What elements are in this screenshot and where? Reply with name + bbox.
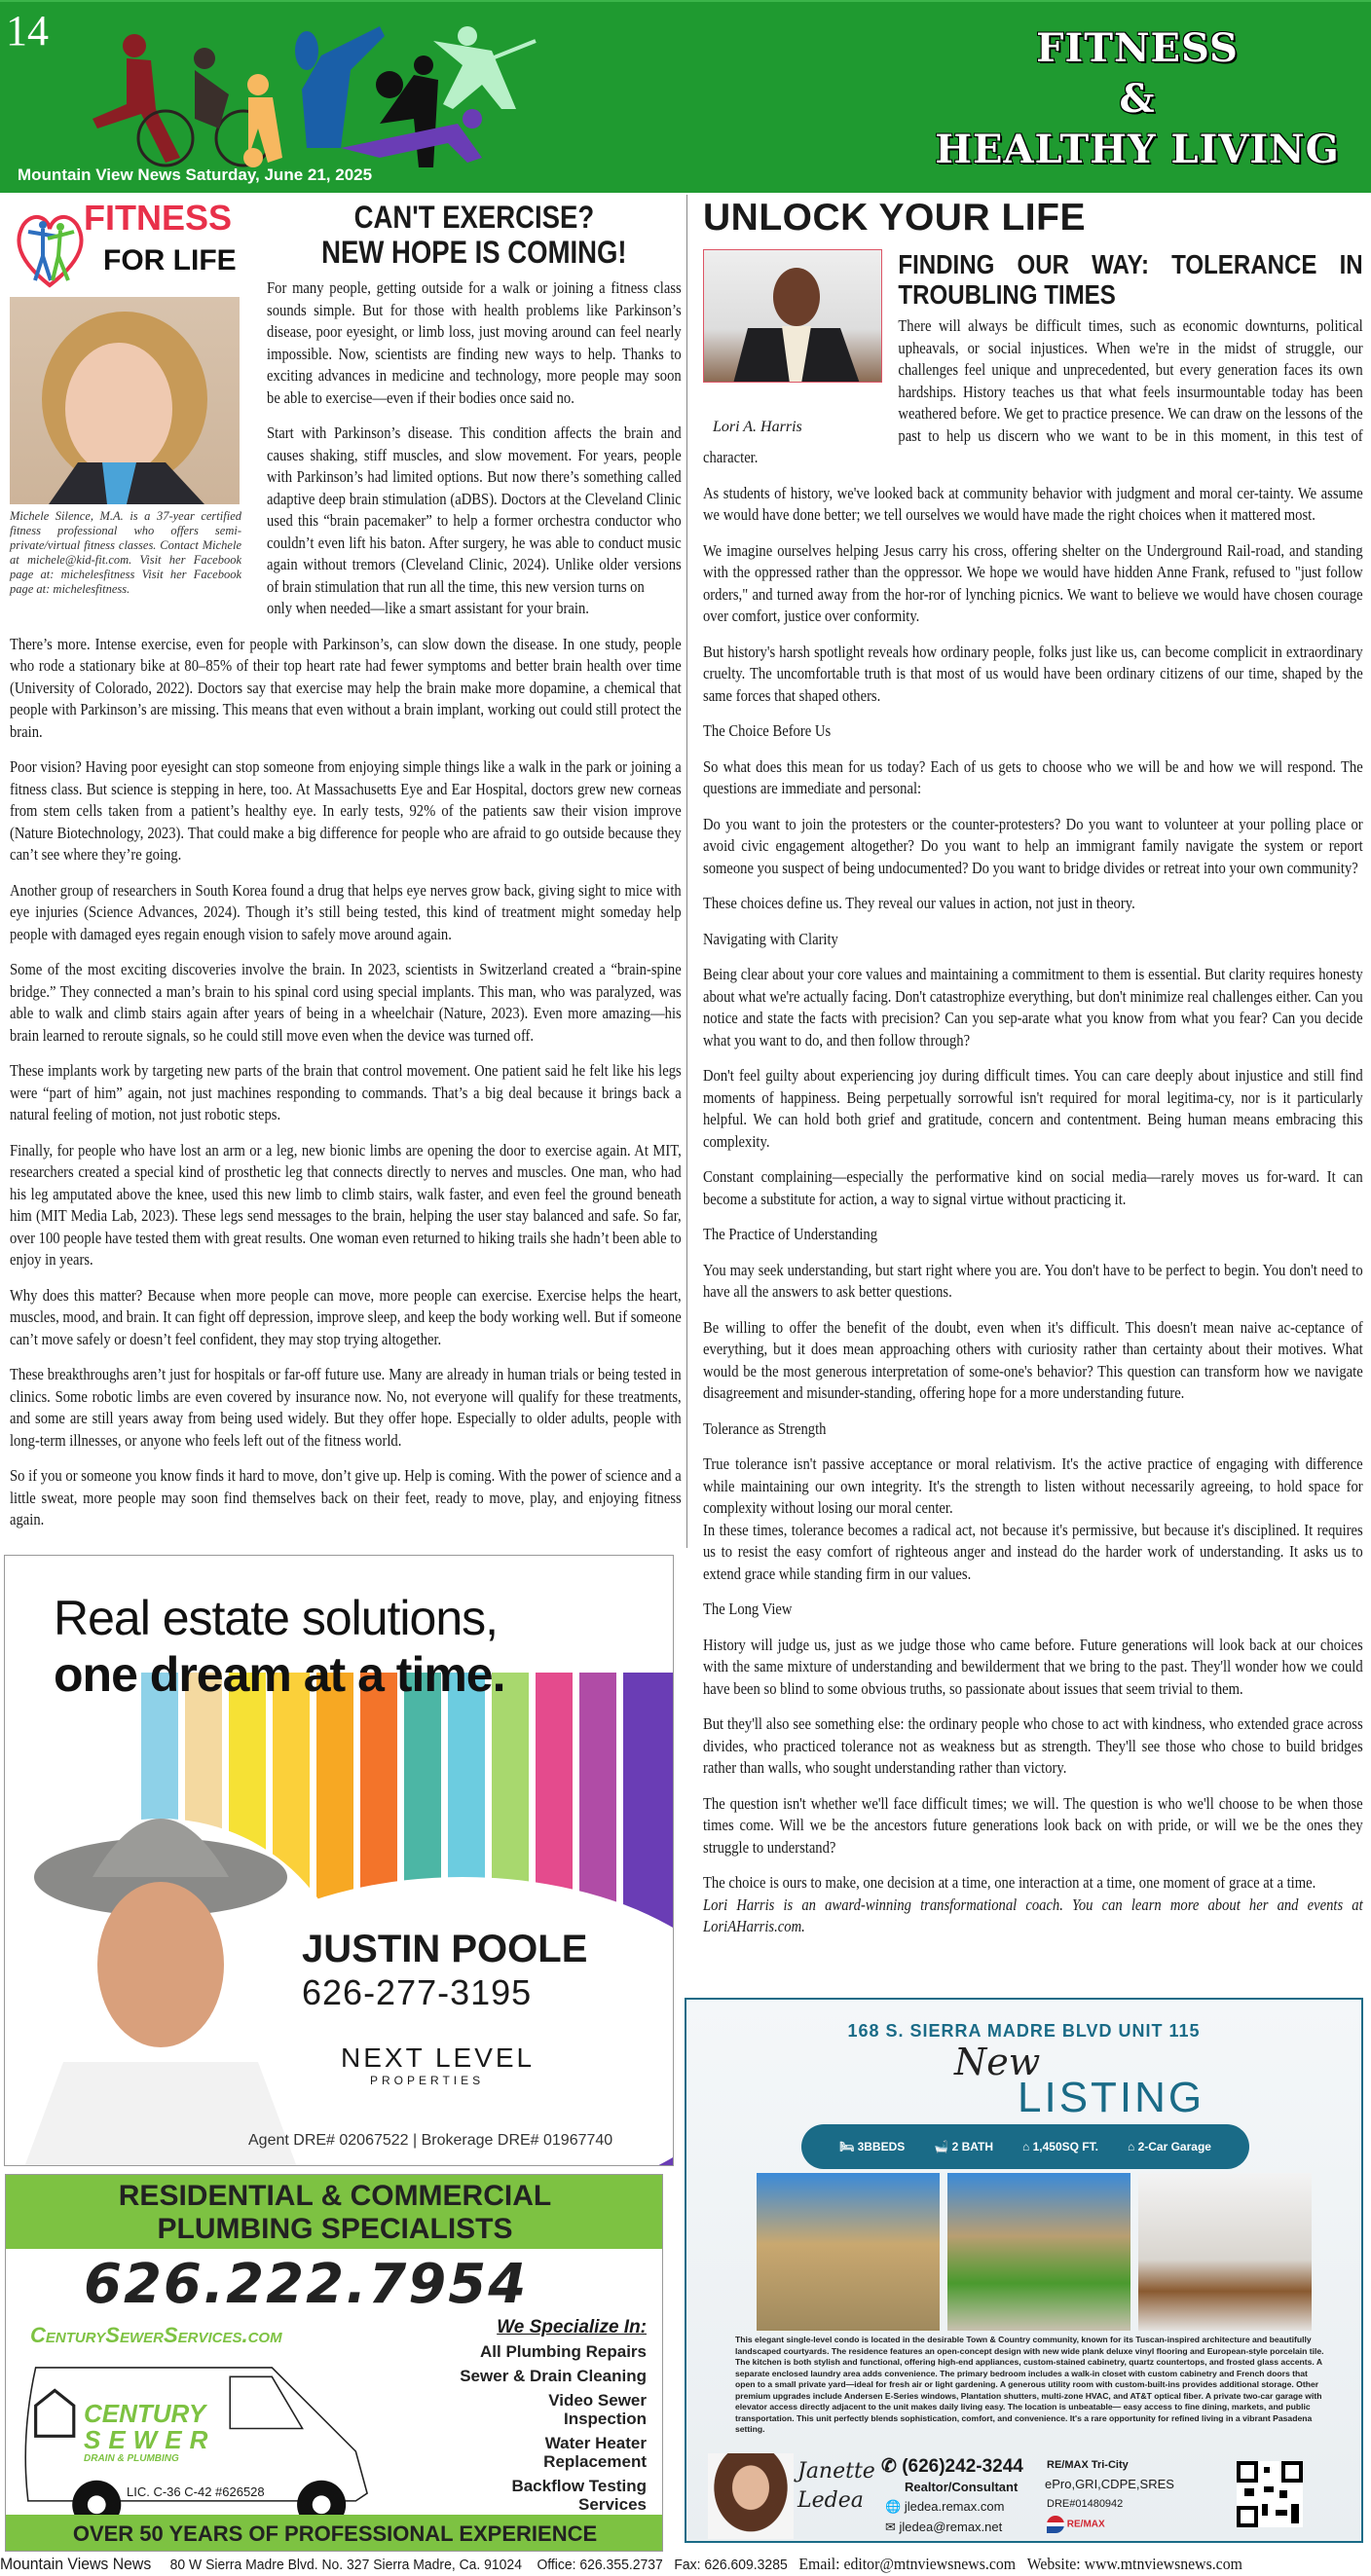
ad-headline: Real estate solutions, bbox=[54, 1591, 499, 1645]
soccer-player-icon bbox=[243, 74, 282, 167]
agent-website[interactable] bbox=[885, 2499, 1004, 2515]
paragraph: But they'll also see something else: the ordinary people who chose to act with kindness, who extended grace across divides, who practiced tolerance not as weakness but as strength. They'll see those who chose to build bridges rather than walls, who sought understanding rather than victory. bbox=[703, 1714, 1363, 1777]
script-new: New bbox=[954, 2041, 1041, 2083]
article-headline: FINDING OUR WAY: TOLERANCE IN TROUBLING TIMES bbox=[898, 249, 1363, 310]
footer-fax: Fax: 626.609.3285 bbox=[674, 2557, 788, 2573]
logo-text: DRAIN & PLUMBING bbox=[84, 2453, 179, 2464]
paragraph: The question isn't whether we'll face difficult times; we will. The question is who we'll choose to be when those times come. Will we be the ancestors future generations look back on with pride, or will we be the ones they struggle to understand? bbox=[703, 1793, 1363, 1857]
bottom-banner: OVER 50 YEARS OF PROFESSIONAL EXPERIENCE bbox=[6, 2515, 663, 2552]
agent-role: Realtor/Consultant bbox=[905, 2480, 1019, 2494]
paragraph: For many people, getting outside for a walk or joining a fitness class sounds simple. But for those with health problems like Parkinson’s disease, poor eyesight, or limb loss, just moving around can feel nearly impossible. Now, scientists are finding new ways to help. Thanks to exciting advances in medicine and technology, more people may soon be able to exercise—even if their bodies once said no. bbox=[267, 278, 682, 407]
feature-bath bbox=[934, 2140, 993, 2153]
remax-logo bbox=[1047, 2516, 1105, 2533]
service-item: Video Sewer Inspection bbox=[548, 2391, 647, 2428]
paragraph: So if you or someone you know finds it hard to move, don’t give up. Help is coming. With the power of science and a little sweat, more people may soon find themselves back on their feet, ready to move, play, and enjoying fitness again. bbox=[10, 1466, 682, 1528]
headline-line: CAN'T EXERCISE? bbox=[353, 200, 595, 235]
author-photo bbox=[10, 297, 240, 504]
runner-icon bbox=[93, 34, 180, 163]
paragraph: As students of history, we've looked back at community behavior with judgment and moral cer-tainty. We assume we would have done better; we tell ourselves we would have made the right choices when it mattered most. bbox=[703, 483, 1363, 524]
qr-code-icon[interactable] bbox=[1237, 2461, 1303, 2527]
features-bar bbox=[801, 2124, 1249, 2169]
footer bbox=[0, 2555, 1275, 2576]
listing-photos bbox=[757, 2173, 1312, 2331]
tennis-player-icon bbox=[295, 26, 385, 148]
interior-photo bbox=[1138, 2173, 1312, 2331]
dre-number: DRE#01480942 bbox=[1047, 2498, 1124, 2510]
column-divider bbox=[686, 195, 687, 1548]
paragraph: Being clear about your core values and maintaining a commitment to them is essential. But clarity requires honesty about what we're actually facing. Don't catastrophize everything, but don't minimize real challenges either. Can you notice and state the facts with precision? Can you sep-arate what you know from what you fear? Can you decide what you want to do, and then follow through? bbox=[703, 965, 1363, 1049]
tolerance-article bbox=[703, 249, 1363, 1938]
author-photo bbox=[703, 249, 882, 383]
feature-label: 2 BATH bbox=[951, 2140, 994, 2153]
author-sidebar bbox=[10, 200, 253, 601]
specialize-heading: We Specialize In: bbox=[497, 2317, 647, 2337]
paragraph: Some of the most exciting discoveries involve the brain. In 2023, scientists in Switzerland created a “brain-spine bridge.” They connected a man’s brain to his spinal cord using special implants. This man, who was paralyzed, was able to walk and climb stairs again after years of being in a wheelchair (Nature, 2023). Even more amazing—his brain learned to reroute signals, so he could still move even when the device was turned off. bbox=[10, 960, 682, 1045]
agent-signature: Janette Ledea bbox=[797, 2459, 875, 2513]
portrait-image bbox=[704, 250, 882, 383]
paragraph: These implants work by targeting new parts of the brain that control movement. One patient said he felt like his legs were “part of him” again, not just machines responding to commands. That’s a big deal because it brings back a natural feeling of motion, not just robotic steps. bbox=[10, 1061, 682, 1123]
paragraph: Constant complaining—especially the performative kind on social media—rarely moves us for-ward. It can become a substitute for action, a way to signal virtue without practicing it. bbox=[703, 1167, 1363, 1208]
ad-headline: one dream at a time. bbox=[54, 1647, 505, 1702]
service-item: All Plumbing Repairs bbox=[480, 2342, 647, 2361]
exterior-photo bbox=[757, 2173, 940, 2331]
service-item: Sewer & Drain Cleaning bbox=[460, 2367, 647, 2385]
logo-text: FOR LIFE bbox=[103, 244, 237, 276]
author-bio: Lori Harris is an award-winning transformational coach. You can learn more about her and events at LoriAHarris.com. bbox=[703, 1895, 1363, 1935]
paragraph: The choice is ours to make, one decision at a time, one interaction at a time, one moment of grace at a time. bbox=[703, 1873, 1316, 1892]
column-title: UNLOCK YOUR LIFE bbox=[703, 197, 1086, 239]
brand-logo: NEXT LEVEL bbox=[341, 2042, 536, 2073]
subheading: The Long View bbox=[703, 1600, 793, 1618]
page-number: 14 bbox=[6, 7, 49, 55]
agent-photo bbox=[708, 2453, 794, 2539]
bed-icon: 🛏 bbox=[839, 2140, 855, 2153]
house-icon: ⌂ bbox=[1022, 2140, 1030, 2153]
ad-new-listing[interactable] bbox=[685, 1998, 1363, 2543]
feature-garage bbox=[1128, 2140, 1211, 2153]
author-sidebar bbox=[703, 249, 888, 444]
license-info: Agent DRE# 02067522 | Brokerage DRE# 01967740 bbox=[248, 2132, 613, 2149]
phone-icon: ✆ bbox=[881, 2456, 897, 2477]
feature-label: 3BBEDS bbox=[857, 2140, 906, 2153]
paragraph: Another group of researchers in South Korea found a drug that helps eye nerves grow back, giving sight to mice with eye injuries (Science Advances, 2024). Though it’s still being tested, this kind of treatment might someday help people with damaged eyes regain enough vision to safely move around again. bbox=[10, 880, 682, 943]
paragraph: But history's harsh spotlight reveals how ordinary people, folks just like us, can become complicit in extraordinary cruelty. The uncomfortable truth is that most of us would have been ordinary citizens of our time, shaped by the same forces that shaped others. bbox=[703, 642, 1363, 705]
paragraph: Finally, for people who have lost an arm or a leg, new bionic limbs are opening the door to exercise again. At MIT, researchers created a special kind of prosthetic leg that connects directly to nerves and muscles. One man, who had his leg amputated above the knee, used this new limb to climb stairs, walk faster, and even feel the ground beneath him (MIT Media Lab, 2023). These legs send messages to the brain, helping the user stay balanced and safe. So far, over 100 people have tested them with great results. One woman even returned to hiking trails she hadn’t been able to enjoy in years. bbox=[10, 1140, 682, 1269]
section-title-line: & bbox=[1119, 76, 1156, 122]
footer-email[interactable]: Email: editor@mtnviewsnews.com bbox=[798, 2555, 1017, 2573]
plumbing-phone[interactable]: 626.222.7954 bbox=[84, 2253, 529, 2316]
paragraph: In these times, tolerance becomes a radical act, not because it's permissive, but because it's disciplined. It requires us to resist the easy comfort of righteous anger and instead do the harder work of understanding. It asks us to extend grace while standing firm in our values. bbox=[703, 1520, 1363, 1583]
bathtub-icon: 🛁 bbox=[934, 2140, 949, 2153]
paragraph: Start with Parkinson’s disease. This condition affects the brain and causes shaking, stiff muscles, and slow movement. For years, people with Parkinson’s had limited options. But now there’s something called adaptive deep brain stimulation (aDBS). Doctors at the Cleveland Clinic used this “brain pacemaker” to help a former orchestra conductor who couldn’t even lift his baton. After surgery, he was able to conduct music again without tremors (Cleveland Clinic, 2024). Unlike older versions of brain stimulation that run all the time, this new version turns on bbox=[267, 423, 682, 596]
balloon-icon bbox=[1047, 2516, 1064, 2533]
banner-text: PLUMBING SPECIALISTS bbox=[157, 2213, 513, 2245]
services-list bbox=[384, 2342, 647, 2514]
paragraph: Be willing to offer the benefit of the doubt, even when it's difficult. This doesn't mean naive ac-ceptance of everything, but it does mean approaching others with curiosity rather than certainty about their motives. What would be the most generous interpretation of some-one's behavior? This question can transform how we navigate disagreement and misunder-standing, offering hope for a more understanding future. bbox=[703, 1317, 1363, 1402]
website-link: jledea.remax.com bbox=[904, 2499, 1005, 2514]
service-item: Backflow Testing Services bbox=[511, 2477, 647, 2514]
logo-text: CENTURY bbox=[84, 2399, 206, 2428]
paragraph: True tolerance isn't passive acceptance or moral relativism. It's the active practice of engaging with difference while maintaining our own integrity. It's the strength to listen without necessarily agreeing, to hold space for complexity without losing our moral center. bbox=[703, 1454, 1363, 1517]
listing-description: This elegant single-level condo is located in the desirable Town & Country community, known for its Tuscan-inspired architecture and beautifully landscaped courtyards. The residence features an open-concept design with new wide plank deluxe vinyl flooring and European-style porcelain tile. The kitchen is both stylish and functional, offering high-end appliances, custom-stained cabinetry, quartz countertops, and frosted glass accents. A separate enclosed laundry area adds convenience. The primary bedroom includes a walk-in closet with custom cabinetry and French doors that open to a small private yard—ideal for fresh air or light gardening. A generous utility room with custom-built-ins provides additional storage. Other premium upgrades include Andersen E-Series windows, Plantation shutters, multi-zone HVAC, and AT&T optical fiber. A private two-car garage with elevator access directly adjacent to the unit makes daily living easy. The location is unbeatable— easy access to fine dining, markets, and public transportation. This unit perfectly blends sophistication, comfort, and convenience. It's a rare opportunity for refined living in a vibrant Pasadena setting. bbox=[735, 2335, 1324, 2434]
paragraph: Why does this matter? Because when more people can move, more people can exercise. Exercise helps the heart, muscles, mood, and brain. It can fight off depression, improve sleep, and keep the body working well. But if someone can’t move safely or doesn’t feel confident, they may stop trying altogether. bbox=[10, 1285, 682, 1348]
subheading: The Choice Before Us bbox=[703, 721, 832, 740]
heart-figures-icon bbox=[14, 207, 87, 290]
headline-line: NEW HOPE IS COMING! bbox=[321, 235, 627, 270]
feature-label: 1,450SQ FT. bbox=[1032, 2140, 1098, 2153]
remax-text: RE/MAX bbox=[1066, 2519, 1105, 2530]
century-logo bbox=[84, 2401, 215, 2464]
logo-text: SEWER bbox=[84, 2425, 216, 2454]
paragraph: We imagine ourselves helping Jesus carry his cross, offering shelter on the Underground Rail-road, and standing with the oppressed rather than the oppressor. We hope we would have hidden Anne Frank, refused to "just follow orders," and turned away from the hor-ror of lynching picnics. We want to believe we would have chosen courage over comfort, justice over conformity. bbox=[703, 540, 1363, 625]
paragraph: These breakthroughs aren’t just for hospitals or far-off future use. Many are already in human trials or being tested in clinics. Some robotic limbs are even covered by insurance now. No, not everyone will qualify for these treatments, and some are still years away from being used widely. But they offer hope. Especially to older adults, people with long-term illnesses, or anyone who feels left out of the fitness world. bbox=[10, 1365, 682, 1450]
globe-icon: 🌐 bbox=[885, 2499, 902, 2514]
agent-name: JUSTIN POOLE bbox=[302, 1928, 588, 1970]
service-item: Water Heater Replacement bbox=[543, 2434, 647, 2471]
subheading: The Practice of Understanding bbox=[703, 1225, 878, 1243]
athletes-illustration bbox=[58, 12, 935, 187]
author-bio-caption: Michele Silence, M.A. is a 37-year certified fitness professional who offers semi-private/virtual fitness classes. Contact Michele at michele@kid-fit.com. Visit her Facebook page at: michelesfitness Visit her Facebook page at: michelesfitness. bbox=[10, 509, 242, 596]
footer-office-phone: Office: 626.355.2737 bbox=[537, 2557, 663, 2573]
feature-sqft bbox=[1022, 2140, 1098, 2153]
paragraph: Do you want to join the protesters or the counter-protesters? Do you want to volunteer at your polling place or avoid civic engagement altogether? Do you want to help an immigrant family navigate the system or report someone you suspect of being undocumented? Do you want to bridge divides or retreat into your own community? bbox=[703, 814, 1363, 877]
listing-address: 168 S. SIERRA MADRE BLVD UNIT 115 bbox=[847, 2021, 1201, 2041]
agent-email[interactable] bbox=[885, 2520, 1002, 2535]
baseball-player-icon bbox=[433, 26, 536, 109]
paragraph: So what does this mean for us today? Each of us gets to choose who we will be and how we will respond. The questions are immediate and personal: bbox=[703, 756, 1363, 797]
paragraph: History will judge us, just as we judge those who came before. Future generations will look back at our choices with the same mixture of understanding and bewilderment that we bring to the past. They'll wonder how we could have been so blind to some obvious truths, so passionate about issues that seem trivial to them. bbox=[703, 1635, 1363, 1698]
feature-beds bbox=[839, 2140, 905, 2153]
footer-paper-name: Mountain Views News bbox=[0, 2555, 152, 2573]
paragraph: only when needed—like a smart assistant for your brain. bbox=[267, 599, 589, 617]
plumbing-website[interactable]: CenturySewerServices.com bbox=[30, 2323, 282, 2347]
mail-icon: ✉ bbox=[885, 2520, 896, 2534]
photo-caption: Lori A. Harris bbox=[713, 419, 802, 435]
paragraph: Poor vision? Having poor eyesight can stop someone from enjoying simple things like a walk in the park or joining a fitness class. But science is stepping in here, too. At Massachusetts Eye and Ear Hospital, doctors grew new corneas from stem cells taken from a patient’s healthy eye. In early tests, 92% of the patients saw their vision improve (Nature Biotechnology, 2023). That could make a big difference for people who are afraid to go outside because they can’t see where they’re going. bbox=[10, 757, 682, 864]
section-title-line: FITNESS bbox=[1036, 25, 1239, 71]
fitness-article bbox=[10, 200, 682, 1531]
agent-phone[interactable] bbox=[881, 2455, 1023, 2478]
dateline: Mountain View News Saturday, June 21, 2025 bbox=[18, 166, 373, 184]
garage-icon: ⌂ bbox=[1127, 2140, 1135, 2153]
email-link: jledea@remax.net bbox=[899, 2520, 1003, 2534]
brokerage: RE/MAX Tri-City bbox=[1047, 2459, 1129, 2471]
paragraph: Don't feel guilty about experiencing joy during difficult times. You can care deeply about injustice and still find moments of happiness. Being perpetually sorrowful isn't required for moral legitima-cy, nor is it particularly helpful. We can hold both grief and gratitude, concern and contentment. Being human means embracing this complexity. bbox=[703, 1066, 1363, 1151]
section-title bbox=[933, 23, 1342, 175]
agent-phone[interactable]: 626-277-3195 bbox=[302, 1972, 533, 2012]
brand-subtitle: PROPERTIES bbox=[370, 2074, 485, 2087]
subheading: Navigating with Clarity bbox=[703, 929, 838, 948]
portrait-image bbox=[10, 297, 240, 504]
section-banner bbox=[0, 0, 1371, 193]
designations: ePro,GRI,CDPE,SRES bbox=[1045, 2477, 1174, 2491]
feature-label: 2-Car Garage bbox=[1137, 2140, 1211, 2153]
paragraph: These choices define us. They reveal our values in action, not just in theory. bbox=[703, 894, 1135, 912]
logo-text: FITNESS bbox=[84, 198, 233, 238]
license-number: LIC. C-36 C-42 #626528 bbox=[127, 2484, 265, 2499]
subheading: Tolerance as Strength bbox=[703, 1418, 827, 1438]
top-banner bbox=[6, 2175, 663, 2249]
article-intro: There will always be difficult times, such as economic downturns, political upheavals, or social injustices. When we're in the midst of struggle, our challenges feel unique and unprecedented, but every generation faces its own hardships. History teaches us that what feels insurmountable today has been weathered before. We get to practice presence. We can draw on the lessons of the past to help us discern who we want to be in this moment, in this test of character. bbox=[703, 316, 1363, 466]
section-title-line: HEALTHY LIVING bbox=[935, 127, 1340, 172]
fitness-for-life-logo bbox=[14, 198, 247, 290]
footer-website[interactable]: Website: www.mtnviewsnews.com bbox=[1026, 2555, 1242, 2573]
banner-text: RESIDENTIAL & COMMERCIAL bbox=[118, 2180, 552, 2212]
ad-century-sewer[interactable] bbox=[5, 2174, 663, 2552]
courtyard-photo bbox=[947, 2173, 1130, 2331]
footer-address: 80 W Sierra Madre Blvd. No. 327 Sierra Madre, Ca. 91024 bbox=[169, 2557, 522, 2573]
ad-justin-poole[interactable] bbox=[4, 1555, 674, 2166]
phone-number: (626)242-3244 bbox=[902, 2456, 1023, 2477]
paragraph: There’s more. Intense exercise, even for people with Parkinson’s, can slow down the disease. In one study, people who rode a stationary bike at 80–85% of their top heart rate had fewer symptoms and better brain health over time (University of Colorado, 2022). Doctors say that exercise may help the brain make more dopamine, a chemical that people with Parkinson’s are missing. This means that even without a brain implant, working out could still protect the brain. bbox=[10, 634, 682, 741]
listing-word: LISTING bbox=[1018, 2074, 1205, 2121]
paragraph: You may seek understanding, but start right where you are. You don't have to be perfect to begin. You don't need to have all the answers to ask better questions. bbox=[703, 1260, 1363, 1301]
